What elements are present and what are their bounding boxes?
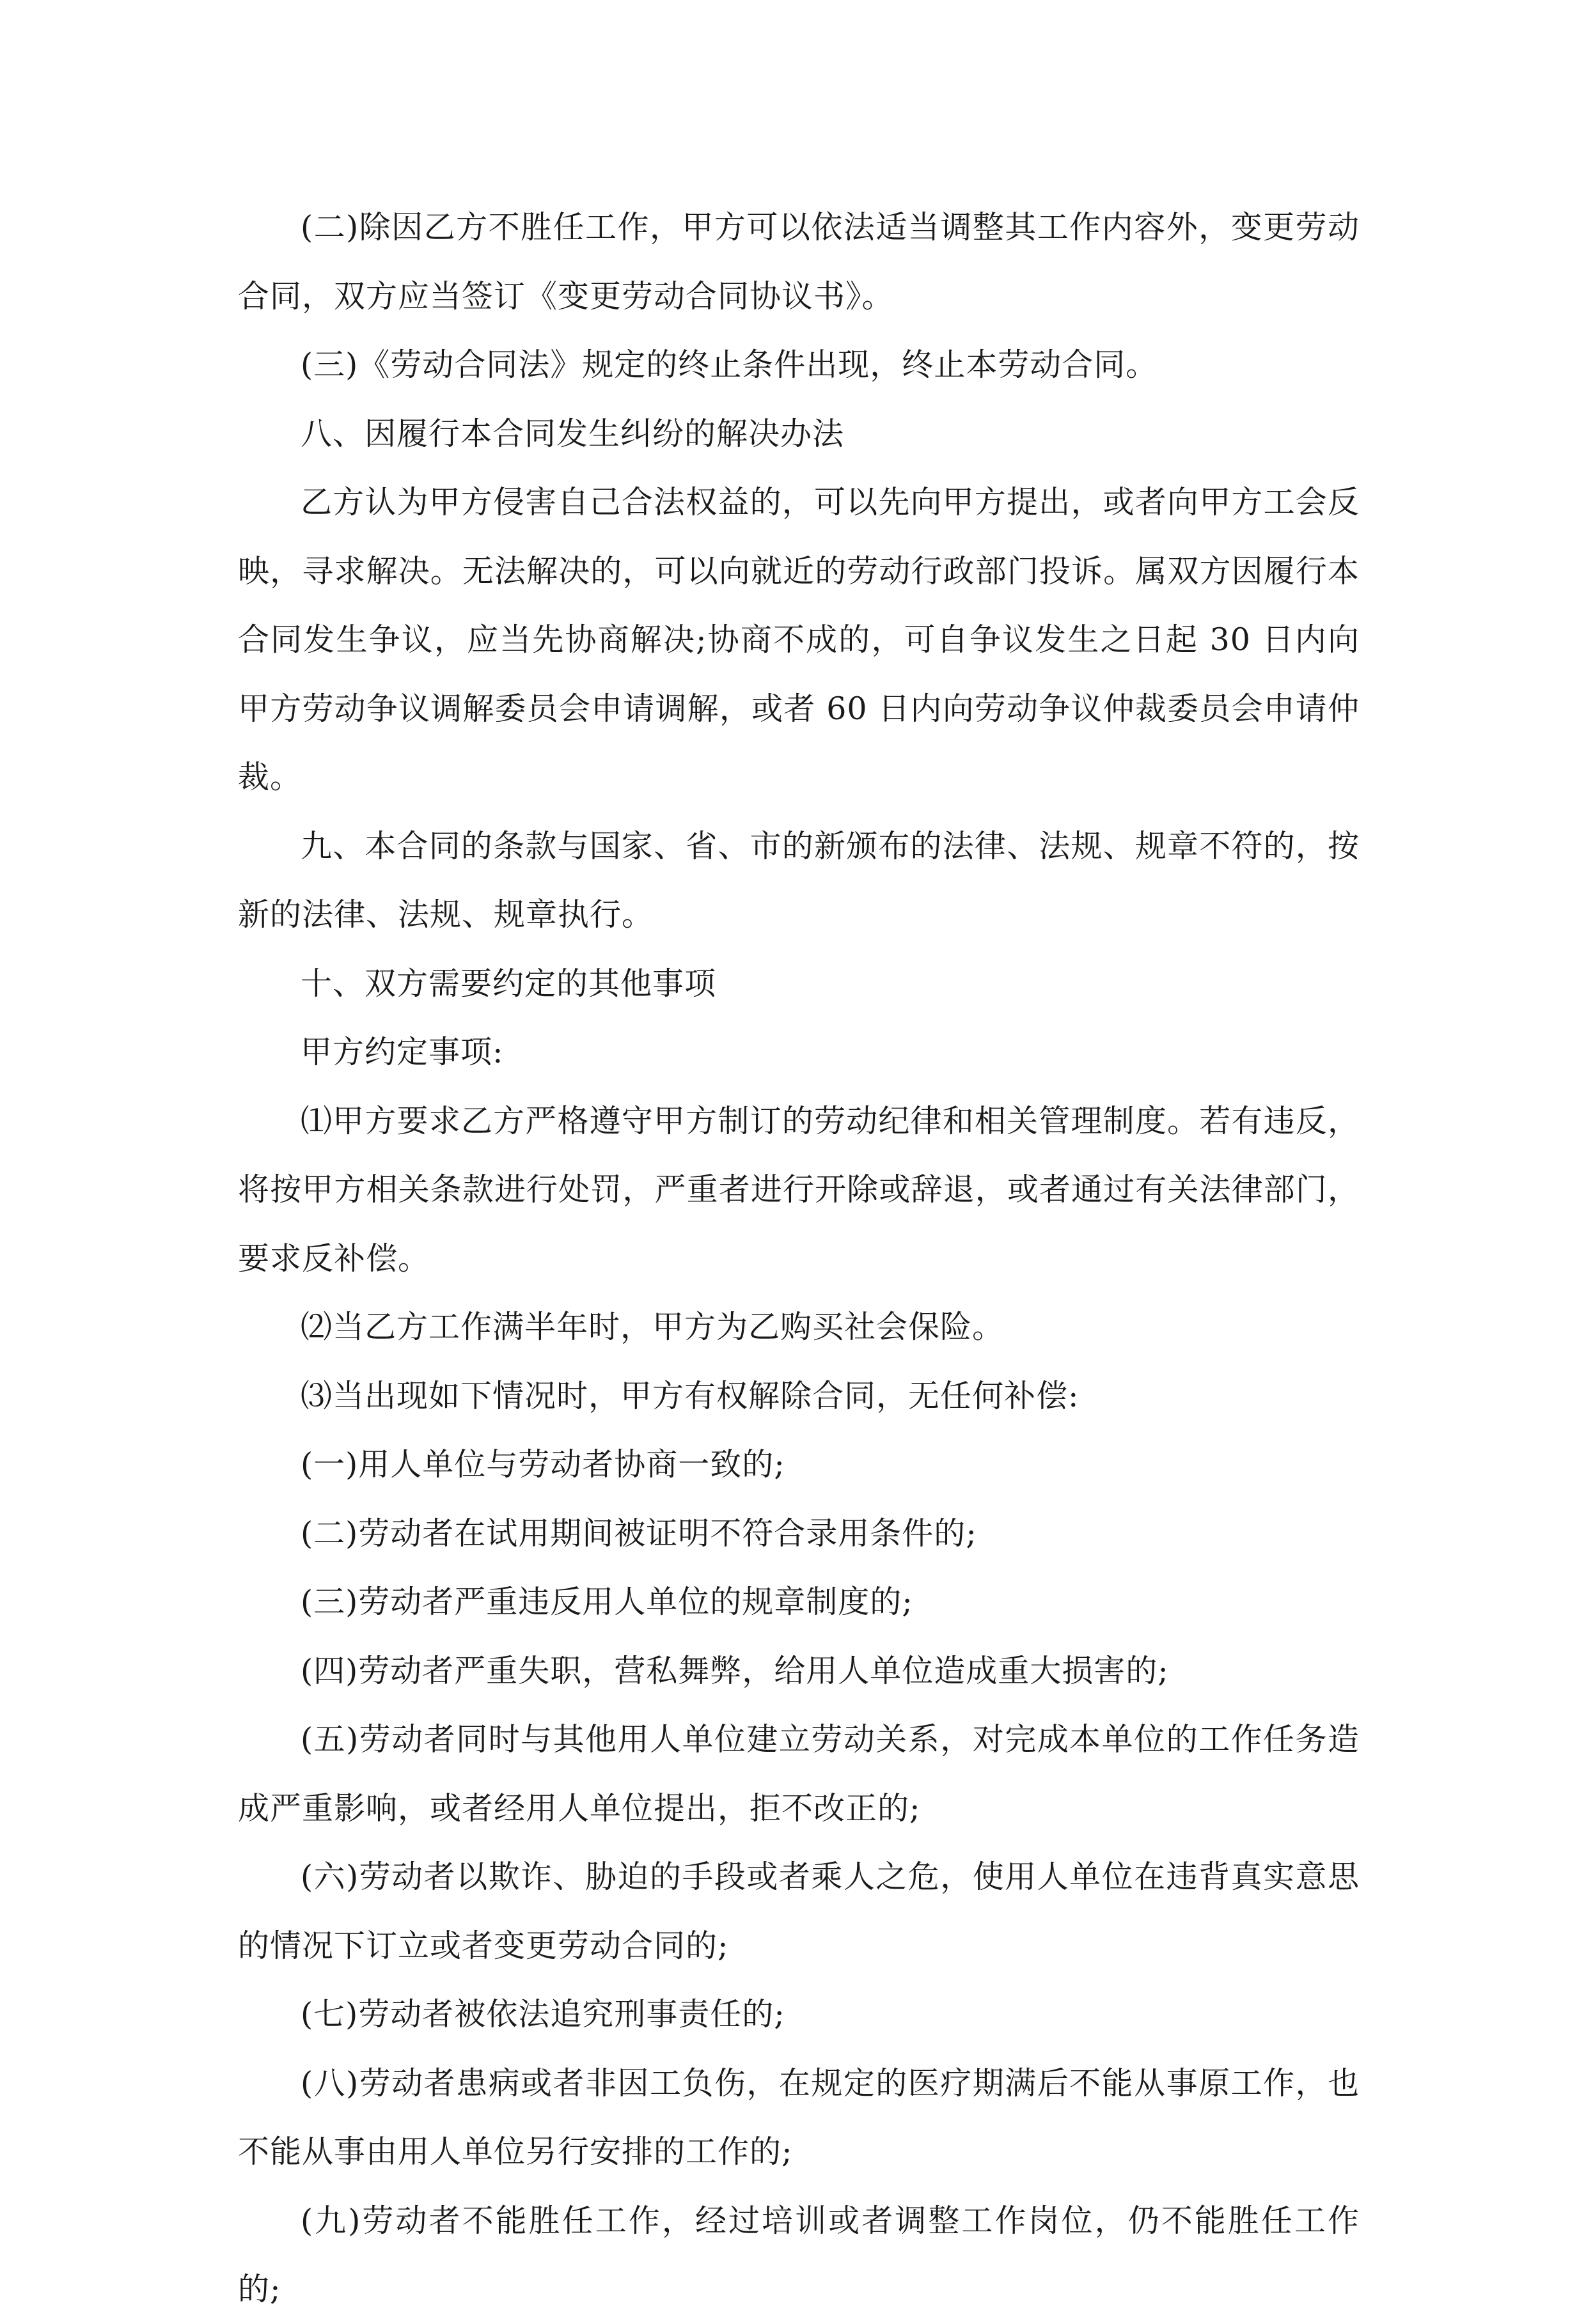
list-item: (三)劳动者严重违反用人单位的规章制度的;	[301, 1584, 913, 1620]
list-item: (二)劳动者在试用期间被证明不符合录用条件的;	[301, 1515, 977, 1552]
list-item: (四)劳动者严重失职，营私舞弊，给用人单位造成重大损害的;	[301, 1652, 1169, 1689]
list-item: (五)劳动者同时与其他用人单位建立劳动关系，对完成本单位的工作任务造成严重影响，或者经用人单位提出，拒不改正的;	[238, 1721, 1360, 1827]
paragraph: (三)《劳动合同法》规定的终止条件出现，终止本劳动合同。	[301, 347, 1158, 383]
list-item: ⑴甲方要求乙方严格遵守甲方制订的劳动纪律和相关管理制度。若有违反，将按甲方相关条款进行处罚，严重者进行开除或辞退，或者通过有关法律部门，要求反补偿。	[238, 1102, 1360, 1277]
list-item: (一)用人单位与劳动者协商一致的;	[301, 1446, 785, 1483]
section-heading: 十、双方需要约定的其他事项	[301, 965, 717, 1002]
paragraph: 乙方认为甲方侵害自己合法权益的，可以先向甲方提出，或者向甲方工会反映，寻求解决。无法解决的，可以向就近的劳动行政部门投诉。属双方因履行本合同发生争议，应当先协商解决;协商不成的，可自争议发生之日起 30 日内向甲方劳动争议调解委员会申请调解，或者 60 日内向劳动争议仲裁委员会申请仲裁。	[238, 484, 1360, 795]
section-heading: 八、因履行本合同发生纠纷的解决办法	[301, 415, 845, 452]
list-item: (六)劳动者以欺诈、胁迫的手段或者乘人之危，使用人单位在违背真实意思的情况下订立或者变更劳动合同的;	[238, 1859, 1360, 1964]
section-heading: 九、本合同的条款与国家、省、市的新颁布的法律、法规、规章不符的，按新的法律、法规、规章执行。	[238, 827, 1360, 933]
paragraph: (二)除因乙方不胜任工作，甲方可以依法适当调整其工作内容外，变更劳动合同，双方应当签订《变更劳动合同协议书》。	[238, 209, 1360, 315]
list-item: (九)劳动者不能胜任工作，经过培训或者调整工作岗位，仍不能胜任工作的;	[238, 2202, 1360, 2307]
list-item: (八)劳动者患病或者非因工负伤，在规定的医疗期满后不能从事原工作，也不能从事由用人单位另行安排的工作的;	[238, 2064, 1360, 2170]
paragraph: 甲方约定事项:	[301, 1034, 504, 1070]
list-item: (七)劳动者被依法追究刑事责任的;	[301, 1996, 785, 2032]
document-body	[238, 193, 1360, 2324]
list-item: ⑶当出现如下情况时，甲方有权解除合同，无任何补偿:	[301, 1377, 1080, 1414]
list-item: ⑵当乙方工作满半年时，甲方为乙购买社会保险。	[301, 1309, 1005, 1345]
